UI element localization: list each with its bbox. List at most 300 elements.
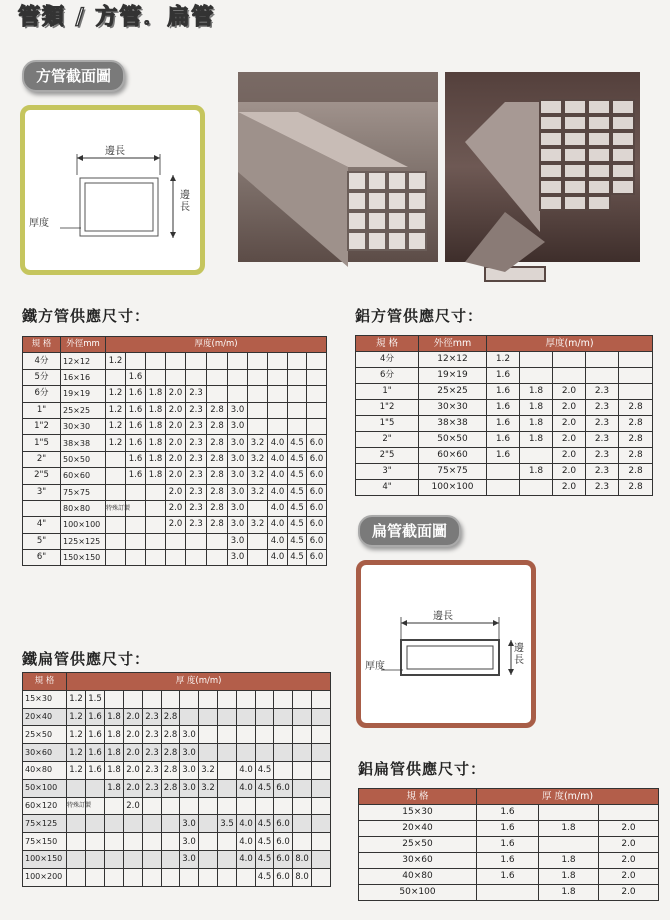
thickness-cell <box>146 533 166 549</box>
thickness-cell <box>218 833 237 851</box>
thickness-cell: 8.0 <box>293 868 312 886</box>
thickness-cell: 3.0 <box>228 517 248 533</box>
thickness-cell <box>199 726 218 744</box>
thickness-cell <box>619 352 653 368</box>
thickness-cell <box>487 464 520 480</box>
thickness-cell <box>126 353 146 369</box>
thickness-cell <box>293 744 312 762</box>
thickness-cell: 1.2 <box>106 386 126 402</box>
size-cell: 12×12 <box>61 353 106 369</box>
spec-cell: 2"5 <box>23 468 61 484</box>
thickness-cell <box>67 868 86 886</box>
square-section-frame <box>20 105 205 275</box>
thickness-cell <box>293 761 312 779</box>
square-section-label: 方管截面圖 <box>22 60 125 92</box>
thickness-cell <box>126 484 146 500</box>
thickness-cell: 4.0 <box>268 533 288 549</box>
thickness-cell: 6.0 <box>307 435 327 451</box>
thickness-cell <box>124 833 143 851</box>
thickness-cell <box>146 500 166 516</box>
thickness-cell: 6.0 <box>274 868 293 886</box>
thickness-cell <box>256 797 274 815</box>
thickness-cell: 3.0 <box>180 761 199 779</box>
thickness-cell: 1.6 <box>477 821 539 837</box>
thickness-cell: 3.0 <box>228 451 248 467</box>
thickness-cell: 4.0 <box>268 517 288 533</box>
thickness-cell: 4.5 <box>256 779 274 797</box>
thickness-cell <box>106 550 126 566</box>
thickness-cell <box>146 484 166 500</box>
thickness-cell: 2.8 <box>619 448 653 464</box>
table-row <box>356 448 653 464</box>
thickness-cell <box>218 850 237 868</box>
thickness-cell <box>105 868 124 886</box>
thickness-cell: 3.0 <box>180 744 199 762</box>
thickness-cell <box>312 726 331 744</box>
spec-cell: 4分 <box>23 353 61 369</box>
thickness-cell: 2.3 <box>143 761 162 779</box>
side-length-vertical-label: 邊長 <box>180 190 190 213</box>
thickness-cell: 2.3 <box>143 708 162 726</box>
thickness-cell: 1.6 <box>487 384 520 400</box>
thickness-cell <box>207 369 228 385</box>
thickness-cell <box>288 369 307 385</box>
thickness-cell <box>105 690 124 708</box>
thickness-cell: 4.5 <box>256 761 274 779</box>
tube-stack-illustration <box>238 72 438 262</box>
table-row <box>23 451 327 467</box>
thickness-cell: 4.0 <box>268 451 288 467</box>
header-size: 外徑mm <box>61 337 106 353</box>
thickness-cell <box>67 850 86 868</box>
size-cell: 25×50 <box>23 726 67 744</box>
thickness-cell: 1.8 <box>520 416 553 432</box>
thickness-cell <box>312 744 331 762</box>
size-cell: 100×100 <box>61 517 106 533</box>
thickness-cell: 4.5 <box>288 533 307 549</box>
thickness-cell: 1.8 <box>146 435 166 451</box>
thickness-cell <box>166 369 186 385</box>
thickness-cell <box>228 386 248 402</box>
thickness-cell: 2.3 <box>586 400 619 416</box>
thickness-cell: 2.0 <box>166 517 186 533</box>
table-row <box>23 533 327 549</box>
thickness-cell <box>207 533 228 549</box>
thickness-cell: 4.5 <box>288 550 307 566</box>
thickness-cell <box>520 352 553 368</box>
thickness-cell <box>477 885 539 901</box>
table-row <box>23 402 327 418</box>
thickness-cell <box>288 402 307 418</box>
thickness-cell <box>248 386 268 402</box>
thickness-cell <box>312 761 331 779</box>
thickness-cell: 1.6 <box>477 869 539 885</box>
thickness-cell <box>143 690 162 708</box>
thickness-cell <box>162 815 180 833</box>
thickness-cell <box>162 833 180 851</box>
header-spec: 規 格 <box>359 789 477 805</box>
thickness-cell: 1.6 <box>126 402 146 418</box>
thickness-cell <box>248 353 268 369</box>
table-row <box>356 352 653 368</box>
flat-section-diagram <box>361 565 531 723</box>
thickness-cell: 4.0 <box>237 779 256 797</box>
thickness-cell: 4.5 <box>256 815 274 833</box>
size-cell: 60×60 <box>61 468 106 484</box>
thickness-cell <box>180 797 199 815</box>
thickness-cell: 3.5 <box>218 815 237 833</box>
thickness-cell: 2.3 <box>186 451 207 467</box>
table-row <box>359 869 659 885</box>
thickness-cell <box>86 779 105 797</box>
thickness-cell: 2.8 <box>207 418 228 434</box>
size-cell: 60×60 <box>419 448 487 464</box>
thickness-cell: 6.0 <box>274 833 293 851</box>
spec-cell: 4分 <box>356 352 419 368</box>
thickness-cell: 4.5 <box>288 517 307 533</box>
table-row <box>359 805 659 821</box>
size-cell: 100×200 <box>23 868 67 886</box>
thickness-cell: 2.0 <box>124 744 143 762</box>
thickness-cell <box>307 402 327 418</box>
thickness-cell: 1.2 <box>106 353 126 369</box>
table-row <box>23 484 327 500</box>
thickness-cell <box>218 797 237 815</box>
thickness-cell: 3.2 <box>248 451 268 467</box>
thickness-cell: 2.0 <box>166 500 186 516</box>
table-row <box>23 690 331 708</box>
thickness-cell <box>228 369 248 385</box>
thickness-cell: 1.8 <box>105 779 124 797</box>
thickness-cell <box>162 690 180 708</box>
thickness-cell: 2.8 <box>619 400 653 416</box>
thickness-cell <box>162 868 180 886</box>
size-cell: 19×19 <box>61 386 106 402</box>
thickness-cell: 2.3 <box>586 448 619 464</box>
thickness-cell <box>146 353 166 369</box>
thickness-cell: 1.8 <box>105 726 124 744</box>
thickness-cell <box>106 533 126 549</box>
thickness-cell: 2.3 <box>586 384 619 400</box>
size-cell: 150×150 <box>61 550 106 566</box>
thickness-cell: 3.0 <box>180 726 199 744</box>
thickness-cell <box>248 402 268 418</box>
thickness-cell <box>207 550 228 566</box>
table-row <box>359 837 659 853</box>
thickness-cell: 3.0 <box>228 550 248 566</box>
thickness-cell: 1.8 <box>146 468 166 484</box>
thickness-cell: 1.6 <box>487 432 520 448</box>
side-length-vertical-label: 邊長 <box>514 643 524 666</box>
thickness-cell: 3.2 <box>248 517 268 533</box>
thickness-cell <box>288 353 307 369</box>
table-row <box>23 550 327 566</box>
thickness-cell: 3.0 <box>180 850 199 868</box>
thickness-cell: 1.8 <box>539 869 599 885</box>
size-cell: 50×100 <box>359 885 477 901</box>
size-cell: 38×38 <box>61 435 106 451</box>
thickness-cell: 3.0 <box>180 815 199 833</box>
thickness-cell <box>293 690 312 708</box>
thickness-cell: 4.0 <box>237 761 256 779</box>
thickness-cell: 2.0 <box>599 885 659 901</box>
thickness-cell <box>288 386 307 402</box>
table-row <box>23 744 331 762</box>
thickness-cell <box>126 550 146 566</box>
thickness-cell: 2.3 <box>186 386 207 402</box>
thickness-cell: 2.0 <box>124 708 143 726</box>
square-section-diagram <box>25 110 200 270</box>
thickness-cell <box>106 451 126 467</box>
thickness-cell: 1.6 <box>126 386 146 402</box>
thickness-cell <box>199 815 218 833</box>
thickness-cell <box>256 708 274 726</box>
thickness-cell <box>586 368 619 384</box>
flat-section-frame <box>356 560 536 728</box>
thickness-cell: 2.8 <box>207 517 228 533</box>
thickness-cell: 2.3 <box>586 464 619 480</box>
thickness-cell <box>293 833 312 851</box>
thickness-cell: 2.0 <box>553 400 586 416</box>
thickness-cell: 3.2 <box>248 435 268 451</box>
header-thickness: 厚度(m/m) <box>106 337 327 353</box>
size-cell: 50×50 <box>419 432 487 448</box>
thickness-cell: 1.2 <box>106 418 126 434</box>
thickness-cell <box>105 815 124 833</box>
thickness-cell: 3.0 <box>228 533 248 549</box>
table-row <box>23 708 331 726</box>
thickness-cell: 1.8 <box>520 432 553 448</box>
thickness-cell: 2.0 <box>166 402 186 418</box>
thickness-cell <box>143 850 162 868</box>
spec-cell: 1"5 <box>356 416 419 432</box>
thickness-cell: 3.2 <box>199 761 218 779</box>
thickness-cell <box>186 353 207 369</box>
thickness-cell <box>520 368 553 384</box>
thickness-cell <box>307 418 327 434</box>
thickness-cell <box>162 797 180 815</box>
note-cell: 特殊訂製 <box>67 797 86 815</box>
thickness-cell: 1.2 <box>67 726 86 744</box>
thickness-cell <box>180 708 199 726</box>
thickness-cell <box>143 868 162 886</box>
spec-cell: 2" <box>356 432 419 448</box>
table-row <box>23 517 327 533</box>
thickness-cell: 2.0 <box>166 435 186 451</box>
spec-cell: 4" <box>356 480 419 496</box>
thickness-cell: 1.6 <box>86 708 105 726</box>
thickness-cell <box>126 517 146 533</box>
size-cell: 60×120 <box>23 797 67 815</box>
thickness-cell <box>105 833 124 851</box>
table-row <box>23 850 331 868</box>
side-length-label: 邊長 <box>105 146 125 157</box>
thickness-cell: 6.0 <box>307 451 327 467</box>
thickness-cell: 1.8 <box>146 386 166 402</box>
spec-cell: 3" <box>23 484 61 500</box>
size-cell: 30×30 <box>61 418 106 434</box>
thickness-cell: 1.6 <box>477 853 539 869</box>
thickness-cell <box>106 468 126 484</box>
thickness-cell: 1.8 <box>105 761 124 779</box>
thickness-cell <box>218 744 237 762</box>
spec-cell: 3" <box>356 464 419 480</box>
size-cell: 19×19 <box>419 368 487 384</box>
thickness-cell <box>162 850 180 868</box>
thickness-cell: 3.2 <box>248 468 268 484</box>
thickness-cell: 2.8 <box>619 464 653 480</box>
thickness-cell <box>199 708 218 726</box>
thickness-cell <box>207 353 228 369</box>
thickness-cell: 3.0 <box>228 500 248 516</box>
spec-cell: 1"2 <box>356 400 419 416</box>
thickness-cell: 2.8 <box>619 432 653 448</box>
thickness-cell: 2.8 <box>207 484 228 500</box>
thickness-cell <box>256 726 274 744</box>
thickness-cell <box>86 815 105 833</box>
size-cell: 20×40 <box>23 708 67 726</box>
iron-flat-title: 鐵扁管供應尺寸： <box>22 650 151 668</box>
thickness-cell <box>307 369 327 385</box>
size-cell: 40×80 <box>23 761 67 779</box>
thickness-cell: 1.8 <box>146 402 166 418</box>
thickness-cell <box>268 353 288 369</box>
rect-tube-photo <box>445 72 640 262</box>
thickness-cell: 1.6 <box>487 368 520 384</box>
thickness-cell <box>312 779 331 797</box>
thickness-cell <box>218 779 237 797</box>
thickness-cell <box>307 353 327 369</box>
thickness-cell <box>237 797 256 815</box>
thickness-cell: 4.0 <box>237 833 256 851</box>
thickness-cell <box>274 726 293 744</box>
thickness-cell <box>539 805 599 821</box>
thickness-cell: 4.0 <box>268 484 288 500</box>
thickness-cell <box>520 480 553 496</box>
thickness-cell <box>146 517 166 533</box>
size-cell: 50×50 <box>61 451 106 467</box>
thickness-cell: 2.3 <box>586 416 619 432</box>
thickness-cell <box>143 815 162 833</box>
thickness-cell: 2.0 <box>599 853 659 869</box>
thickness-cell: 1.8 <box>520 384 553 400</box>
header-thickness: 厚度(m/m) <box>487 336 653 352</box>
thickness-cell: 4.5 <box>288 451 307 467</box>
thickness-cell: 2.3 <box>186 517 207 533</box>
thickness-cell: 2.0 <box>553 480 586 496</box>
size-cell: 75×150 <box>23 833 67 851</box>
thickness-cell: 2.8 <box>162 708 180 726</box>
thickness-cell <box>487 480 520 496</box>
thickness-cell <box>256 690 274 708</box>
thickness-cell: 2.3 <box>186 418 207 434</box>
thickness-cell <box>106 517 126 533</box>
thickness-cell: 1.6 <box>126 369 146 385</box>
thickness-cell: 3.0 <box>228 418 248 434</box>
thickness-cell: 4.0 <box>268 550 288 566</box>
thickness-cell: 2.0 <box>599 869 659 885</box>
thickness-cell: 6.0 <box>307 500 327 516</box>
thickness-cell: 3.0 <box>228 435 248 451</box>
spec-cell: 2"5 <box>356 448 419 464</box>
thickness-cell <box>86 833 105 851</box>
thickness-cell: 2.8 <box>619 416 653 432</box>
thickness-cell: 2.8 <box>619 480 653 496</box>
iron-square-table <box>22 336 327 566</box>
thickness-cell: 1.2 <box>67 708 86 726</box>
spec-cell: 1" <box>23 402 61 418</box>
table-row <box>23 761 331 779</box>
spec-cell: 2" <box>23 451 61 467</box>
table-row <box>23 868 331 886</box>
thickness-cell <box>199 797 218 815</box>
size-cell: 75×125 <box>23 815 67 833</box>
size-cell: 100×100 <box>419 480 487 496</box>
thickness-cell <box>228 353 248 369</box>
thickness-cell: 4.5 <box>288 484 307 500</box>
thickness-cell: 6.0 <box>274 850 293 868</box>
thickness-cell <box>218 868 237 886</box>
thickness-cell: 2.0 <box>553 464 586 480</box>
thickness-cell <box>166 353 186 369</box>
thickness-cell: 3.0 <box>228 402 248 418</box>
thickness-cell: 2.0 <box>553 416 586 432</box>
table-row <box>356 480 653 496</box>
al-flat-table <box>358 788 659 901</box>
thickness-cell: 4.0 <box>268 435 288 451</box>
thickness-cell <box>166 533 186 549</box>
size-cell: 15×30 <box>359 805 477 821</box>
thickness-cell: 2.8 <box>162 744 180 762</box>
thickness-cell <box>312 797 331 815</box>
table-row <box>23 797 331 815</box>
thickness-cell: 2.0 <box>124 761 143 779</box>
thickness-cell: 1.8 <box>105 708 124 726</box>
thickness-cell: 2.0 <box>166 468 186 484</box>
thickness-cell: 2.8 <box>162 761 180 779</box>
thickness-cell: 4.0 <box>237 850 256 868</box>
size-cell: 75×75 <box>61 484 106 500</box>
thickness-cell <box>124 690 143 708</box>
thickness-cell <box>248 418 268 434</box>
table-row <box>356 384 653 400</box>
thickness-cell: 8.0 <box>293 850 312 868</box>
thickness-cell <box>307 386 327 402</box>
thickness-cell: 2.0 <box>166 484 186 500</box>
thickness-cell <box>268 402 288 418</box>
thickness-cell: 4.5 <box>256 850 274 868</box>
size-cell: 25×25 <box>61 402 106 418</box>
size-cell: 40×80 <box>359 869 477 885</box>
thickness-cell <box>105 797 124 815</box>
thickness-cell: 1.2 <box>487 352 520 368</box>
thickness-cell: 6.0 <box>307 468 327 484</box>
thickness-cell: 1.6 <box>126 468 146 484</box>
table-row <box>23 369 327 385</box>
al-flat-title: 鋁扁管供應尺寸： <box>358 760 487 778</box>
table-row <box>356 432 653 448</box>
thickness-cell: 4.0 <box>237 815 256 833</box>
header-thickness: 厚 度(m/m) <box>477 789 659 805</box>
thickness-cell: 2.3 <box>186 402 207 418</box>
table-row <box>23 726 331 744</box>
thickness-cell: 1.6 <box>477 837 539 853</box>
table-row <box>23 386 327 402</box>
thickness-cell <box>186 550 207 566</box>
size-cell: 100×150 <box>23 850 67 868</box>
thickness-cell: 3.2 <box>248 484 268 500</box>
thickness-cell <box>293 815 312 833</box>
